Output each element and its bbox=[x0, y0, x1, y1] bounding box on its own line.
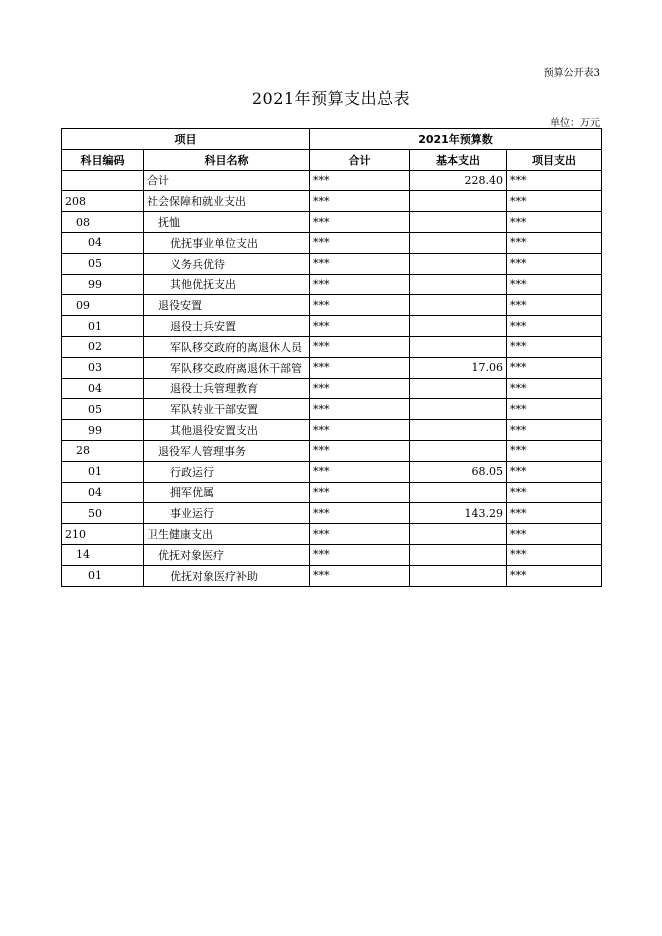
budget-table bbox=[61, 128, 602, 587]
header-basic: 基本支出 bbox=[410, 149, 507, 170]
cell-name: 退役士兵管理教育 bbox=[144, 378, 310, 399]
cell-total: *** bbox=[310, 503, 410, 524]
cell-basic bbox=[410, 440, 507, 461]
cell-code: 01 bbox=[62, 461, 144, 482]
header-name: 科目名称 bbox=[144, 149, 310, 170]
cell-total: *** bbox=[310, 170, 410, 191]
table-row bbox=[62, 378, 602, 399]
cell-code: 02 bbox=[62, 336, 144, 357]
cell-name: 义务兵优待 bbox=[144, 253, 310, 274]
table-row bbox=[62, 295, 602, 316]
cell-project: *** bbox=[507, 357, 602, 378]
cell-total: *** bbox=[310, 295, 410, 316]
header-project: 项目支出 bbox=[507, 149, 602, 170]
cell-code: 04 bbox=[62, 232, 144, 253]
cell-name: 优抚对象医疗补助 bbox=[144, 565, 310, 586]
cell-project: *** bbox=[507, 232, 602, 253]
cell-code: 05 bbox=[62, 253, 144, 274]
cell-total: *** bbox=[310, 274, 410, 295]
cell-total: *** bbox=[310, 440, 410, 461]
cell-code bbox=[62, 170, 144, 191]
cell-total: *** bbox=[310, 212, 410, 233]
cell-project: *** bbox=[507, 378, 602, 399]
cell-name: 退役军人管理事务 bbox=[144, 440, 310, 461]
cell-name: 合计 bbox=[144, 170, 310, 191]
cell-basic bbox=[410, 191, 507, 212]
cell-code: 14 bbox=[62, 544, 144, 565]
table-row bbox=[62, 170, 602, 191]
cell-project: *** bbox=[507, 524, 602, 545]
cell-name: 退役安置 bbox=[144, 295, 310, 316]
table-row bbox=[62, 253, 602, 274]
cell-project: *** bbox=[507, 191, 602, 212]
cell-basic bbox=[410, 482, 507, 503]
header-total: 合计 bbox=[310, 149, 410, 170]
cell-total: *** bbox=[310, 399, 410, 420]
cell-project: *** bbox=[507, 336, 602, 357]
table-row bbox=[62, 191, 602, 212]
cell-total: *** bbox=[310, 378, 410, 399]
cell-total: *** bbox=[310, 357, 410, 378]
form-number: 预算公开表3 bbox=[543, 68, 600, 79]
table-row bbox=[62, 482, 602, 503]
cell-code: 05 bbox=[62, 399, 144, 420]
unit-label: 单位：万元 bbox=[550, 118, 600, 129]
cell-project: *** bbox=[507, 565, 602, 586]
cell-total: *** bbox=[310, 191, 410, 212]
table-row bbox=[62, 461, 602, 482]
cell-basic: 228.40 bbox=[410, 170, 507, 191]
cell-total: *** bbox=[310, 482, 410, 503]
cell-basic: 143.29 bbox=[410, 503, 507, 524]
header-row-group bbox=[62, 129, 602, 150]
cell-name: 抚恤 bbox=[144, 212, 310, 233]
cell-name: 军队移交政府离退休干部管 bbox=[144, 357, 310, 378]
cell-total: *** bbox=[310, 565, 410, 586]
cell-total: *** bbox=[310, 461, 410, 482]
cell-code: 50 bbox=[62, 503, 144, 524]
cell-code: 01 bbox=[62, 565, 144, 586]
table-row bbox=[62, 565, 602, 586]
cell-name: 优抚对象医疗 bbox=[144, 544, 310, 565]
cell-basic bbox=[410, 544, 507, 565]
cell-project: *** bbox=[507, 170, 602, 191]
cell-name: 军队移交政府的离退休人员 bbox=[144, 336, 310, 357]
cell-code: 04 bbox=[62, 378, 144, 399]
cell-name: 事业运行 bbox=[144, 503, 310, 524]
cell-name: 行政运行 bbox=[144, 461, 310, 482]
cell-name: 卫生健康支出 bbox=[144, 524, 310, 545]
page-title: 2021年预算支出总表 bbox=[251, 89, 411, 108]
header-budget-group: 2021年预算数 bbox=[310, 129, 602, 150]
cell-project: *** bbox=[507, 503, 602, 524]
cell-total: *** bbox=[310, 253, 410, 274]
table-row bbox=[62, 544, 602, 565]
cell-project: *** bbox=[507, 253, 602, 274]
cell-basic bbox=[410, 232, 507, 253]
table-row bbox=[62, 232, 602, 253]
cell-name: 优抚事业单位支出 bbox=[144, 232, 310, 253]
cell-code: 99 bbox=[62, 274, 144, 295]
table-row bbox=[62, 503, 602, 524]
table-row bbox=[62, 399, 602, 420]
cell-basic bbox=[410, 524, 507, 545]
table-body bbox=[62, 170, 602, 586]
table-row bbox=[62, 357, 602, 378]
cell-total: *** bbox=[310, 420, 410, 441]
table-row bbox=[62, 420, 602, 441]
table-row bbox=[62, 440, 602, 461]
cell-code: 28 bbox=[62, 440, 144, 461]
cell-total: *** bbox=[310, 336, 410, 357]
header-item-group: 项目 bbox=[62, 129, 310, 150]
cell-name: 其他退役安置支出 bbox=[144, 420, 310, 441]
cell-basic bbox=[410, 420, 507, 441]
table-row bbox=[62, 274, 602, 295]
cell-basic bbox=[410, 378, 507, 399]
cell-project: *** bbox=[507, 544, 602, 565]
cell-project: *** bbox=[507, 420, 602, 441]
header-code: 科目编码 bbox=[62, 149, 144, 170]
cell-code: 99 bbox=[62, 420, 144, 441]
table-row bbox=[62, 524, 602, 545]
cell-total: *** bbox=[310, 544, 410, 565]
cell-code: 208 bbox=[62, 191, 144, 212]
cell-code: 210 bbox=[62, 524, 144, 545]
cell-total: *** bbox=[310, 232, 410, 253]
cell-project: *** bbox=[507, 295, 602, 316]
cell-project: *** bbox=[507, 316, 602, 337]
cell-project: *** bbox=[507, 212, 602, 233]
cell-basic bbox=[410, 316, 507, 337]
cell-total: *** bbox=[310, 316, 410, 337]
table-row bbox=[62, 316, 602, 337]
table-row bbox=[62, 336, 602, 357]
cell-basic bbox=[410, 274, 507, 295]
header-row-columns bbox=[62, 149, 602, 170]
cell-name: 其他优抚支出 bbox=[144, 274, 310, 295]
cell-basic bbox=[410, 399, 507, 420]
cell-basic: 68.05 bbox=[410, 461, 507, 482]
cell-project: *** bbox=[507, 461, 602, 482]
cell-basic bbox=[410, 253, 507, 274]
cell-name: 军队转业干部安置 bbox=[144, 399, 310, 420]
cell-basic bbox=[410, 295, 507, 316]
cell-name: 退役士兵安置 bbox=[144, 316, 310, 337]
cell-name: 拥军优属 bbox=[144, 482, 310, 503]
cell-project: *** bbox=[507, 482, 602, 503]
cell-code: 04 bbox=[62, 482, 144, 503]
cell-basic bbox=[410, 336, 507, 357]
cell-name: 社会保障和就业支出 bbox=[144, 191, 310, 212]
cell-basic: 17.06 bbox=[410, 357, 507, 378]
cell-code: 03 bbox=[62, 357, 144, 378]
cell-code: 09 bbox=[62, 295, 144, 316]
cell-code: 08 bbox=[62, 212, 144, 233]
table-row bbox=[62, 212, 602, 233]
cell-project: *** bbox=[507, 399, 602, 420]
cell-project: *** bbox=[507, 274, 602, 295]
cell-code: 01 bbox=[62, 316, 144, 337]
cell-basic bbox=[410, 565, 507, 586]
cell-project: *** bbox=[507, 440, 602, 461]
cell-total: *** bbox=[310, 524, 410, 545]
cell-basic bbox=[410, 212, 507, 233]
